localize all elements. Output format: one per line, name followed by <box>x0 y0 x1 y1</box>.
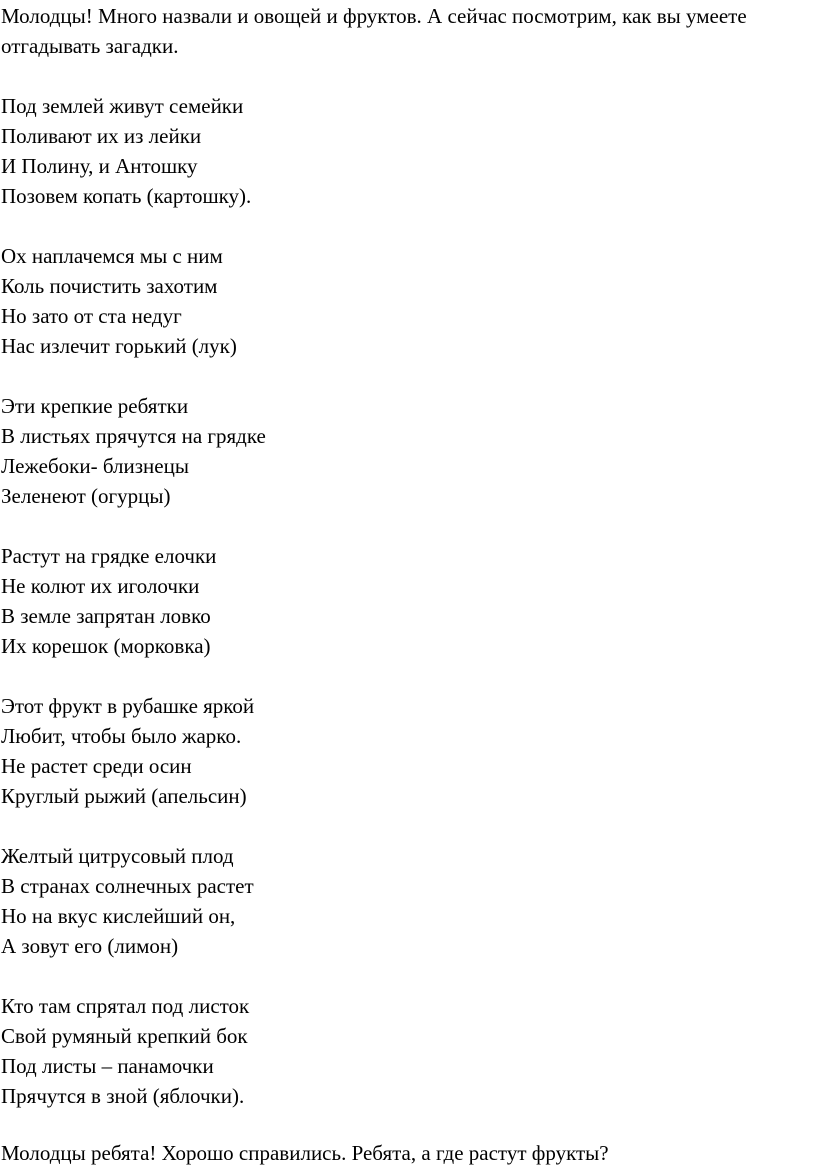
riddle-stanza-7 <box>1 991 249 1111</box>
riddle-line: Прячутся в зной (яблочки). <box>1 1084 245 1108</box>
riddle-line: Круглый рыжий (апельсин) <box>1 784 247 808</box>
riddle-line: Желтый цитрусовый плод <box>1 844 234 868</box>
riddle-line: Растут на грядке елочки <box>1 544 217 568</box>
riddle-stanza-1 <box>1 91 251 211</box>
closing-paragraph: Молодцы ребята! Хорошо справились. Ребята, а где растут фрукты? <box>1 1141 609 1165</box>
riddle-line: Любит, чтобы было жарко. <box>1 724 242 748</box>
riddle-line: Коль почистить захотим <box>1 274 218 298</box>
riddle-line: Эти крепкие ребятки <box>1 394 189 418</box>
riddle-line: Поливают их из лейки <box>1 124 202 148</box>
riddle-stanza-4 <box>1 541 216 661</box>
riddle-line: Но на вкус кислейший он, <box>1 904 236 928</box>
riddle-line: И Полину, и Антошку <box>1 154 198 178</box>
intro-paragraph <box>1 1 813 61</box>
riddle-line: Но зато от ста недуг <box>1 304 182 328</box>
riddle-line: Свой румяный крепкий бок <box>1 1024 248 1048</box>
riddle-line: В странах солнечных растет <box>1 874 254 898</box>
riddle-line: В земле запрятан ловко <box>1 604 211 628</box>
riddle-line: Этот фрукт в рубашке яркой <box>1 694 255 718</box>
riddle-line: Зеленеют (огурцы) <box>1 484 171 508</box>
riddle-line: Не колют их иголочки <box>1 574 200 598</box>
riddle-line: Позовем копать (картошку). <box>1 184 252 208</box>
riddle-stanza-3 <box>1 391 266 511</box>
riddle-stanza-5 <box>1 691 254 811</box>
riddle-line: Кто там спрятал под листок <box>1 994 250 1018</box>
intro-line: отгадывать загадки. <box>1 34 179 58</box>
riddle-line: Их корешок (морковка) <box>1 634 211 658</box>
riddle-line: Ох наплачемся мы с ним <box>1 244 223 268</box>
riddle-line: Не растет среди осин <box>1 754 192 778</box>
riddle-line: Нас излечит горький (лук) <box>1 334 237 358</box>
riddle-line: Под листы – панамочки <box>1 1054 214 1078</box>
riddle-line: В листьях прячутся на грядке <box>1 424 266 448</box>
riddle-line: Лежебоки- близнецы <box>1 454 189 478</box>
riddle-line: А зовут его (лимон) <box>1 934 179 958</box>
riddle-stanza-6 <box>1 841 254 961</box>
riddle-line: Под землей живут семейки <box>1 94 244 118</box>
riddle-stanza-2 <box>1 241 237 361</box>
intro-line: Молодцы! Много назвали и овощей и фруктов. А сейчас посмотрим, как вы умеете <box>1 4 747 28</box>
